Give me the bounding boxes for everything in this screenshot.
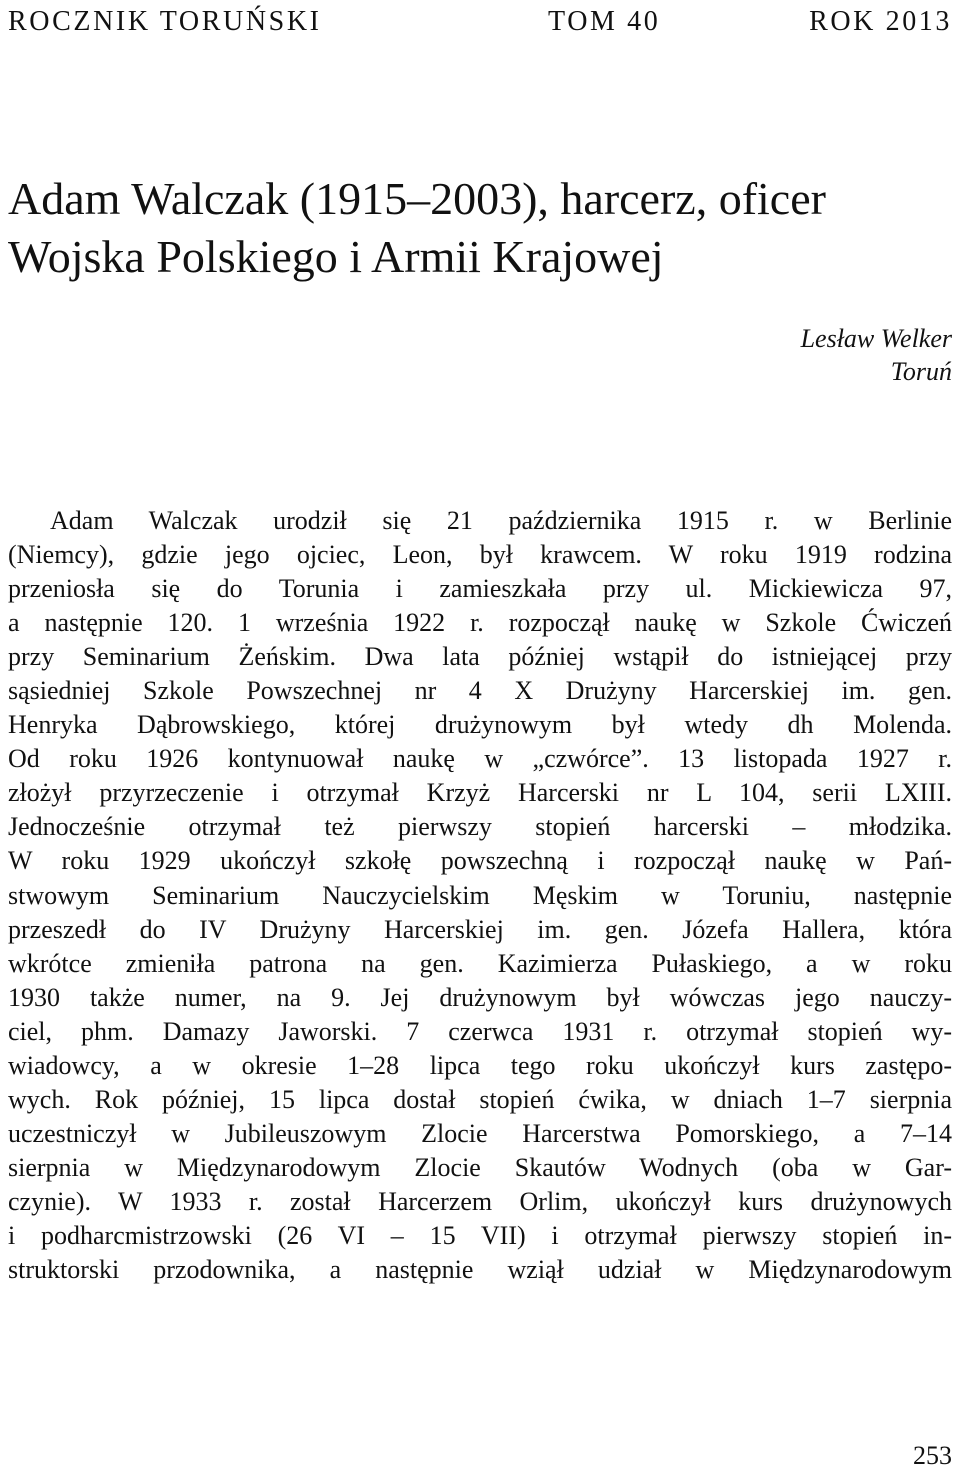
body-line: (Niemcy), gdzie jego ojciec, Leon, był krawcem. W roku 1919 rodzina [8, 540, 952, 570]
body-line: a następnie 120. 1 września 1922 r. rozpoczął naukę w Szkole Ćwiczeń [8, 608, 952, 638]
body-line: sąsiedniej Szkole Powszechnej nr 4 X Drużyny Harcerskiej im. gen. [8, 676, 952, 706]
body-line: Adam Walczak urodził się 21 października 1915 r. w Berlinie [50, 506, 952, 535]
body-line: wiadowcy, a w okresie 1–28 lipca tego roku ukończył kurs zastępo- [8, 1050, 952, 1080]
body-line: stwowym Seminarium Nauczycielskim Męskim w Toruniu, następnie [8, 880, 952, 910]
body-line: ciel, phm. Damazy Jaworski. 7 czerwca 1931 r. otrzymał stopień wy- [8, 1016, 952, 1046]
body-line: i podharcmistrzowski (26 VI – 15 VII) i otrzymał pierwszy stopień in- [8, 1220, 952, 1250]
article-title [8, 170, 952, 286]
body-line: Henryka Dąbrowskiego, której drużynowym był wtedy dh Molenda. [8, 710, 952, 740]
body-line: 1930 także numer, na 9. Jej drużynowym był wówczas jego nauczy- [8, 982, 952, 1012]
body-line: przy Seminarium Żeńskim. Dwa lata później wstąpił do istniejącej przy [8, 642, 952, 672]
body-line: sierpnia w Międzynarodowym Zlocie Skautów Wodnych (oba w Gar- [8, 1152, 952, 1182]
journal-name: ROCZNIK TORUŃSKI [8, 6, 322, 37]
body-line: W roku 1929 ukończył szkołę powszechną i rozpoczął naukę w Pań- [8, 846, 952, 876]
author-place: Toruń [890, 357, 952, 386]
body-line: wych. Rok później, 15 lipca dostał stopień ćwika, w dniach 1–7 sierpnia [8, 1084, 952, 1114]
body-line: czynie). W 1933 r. został Harcerzem Orlim, ukończył kurs drużynowych [8, 1186, 952, 1216]
body-line: przeszedł do IV Drużyny Harcerskiej im. gen. Józefa Hallera, która [8, 914, 952, 944]
title-line-1: Adam Walczak (1915–2003), harcerz, oficer [8, 173, 826, 224]
body-line: uczestniczył w Jubileuszowym Zlocie Harcerstwa Pomorskiego, a 7–14 [8, 1118, 952, 1148]
body-line: wkrótce zmieniła patrona na gen. Kazimierza Pułaskiego, a w roku [8, 948, 952, 978]
volume-number: TOM 40 [548, 6, 661, 37]
running-head [8, 6, 952, 42]
author-block [801, 322, 952, 388]
body-line: przeniosła się do Torunia i zamieszkała przy ul. Mickiewicza 97, [8, 574, 952, 604]
publication-year: ROK 2013 [809, 6, 952, 37]
page-number: 253 [913, 1441, 952, 1470]
author-name: Lesław Welker [800, 324, 952, 353]
article-body [8, 504, 952, 1287]
body-line: złożył przyrzeczenie i otrzymał Krzyż Harcerski nr L 104, serii LXIII. [8, 778, 952, 808]
body-line: Jednocześnie otrzymał też pierwszy stopień harcerski – młodzika. [8, 812, 952, 842]
body-line: Od roku 1926 kontynuował naukę w „czwórce”. 13 listopada 1927 r. [8, 744, 952, 774]
title-line-2: Wojska Polskiego i Armii Krajowej [8, 231, 664, 282]
body-line: struktorski przodownika, a następnie wziął udział w Międzynarodowym [8, 1255, 952, 1285]
